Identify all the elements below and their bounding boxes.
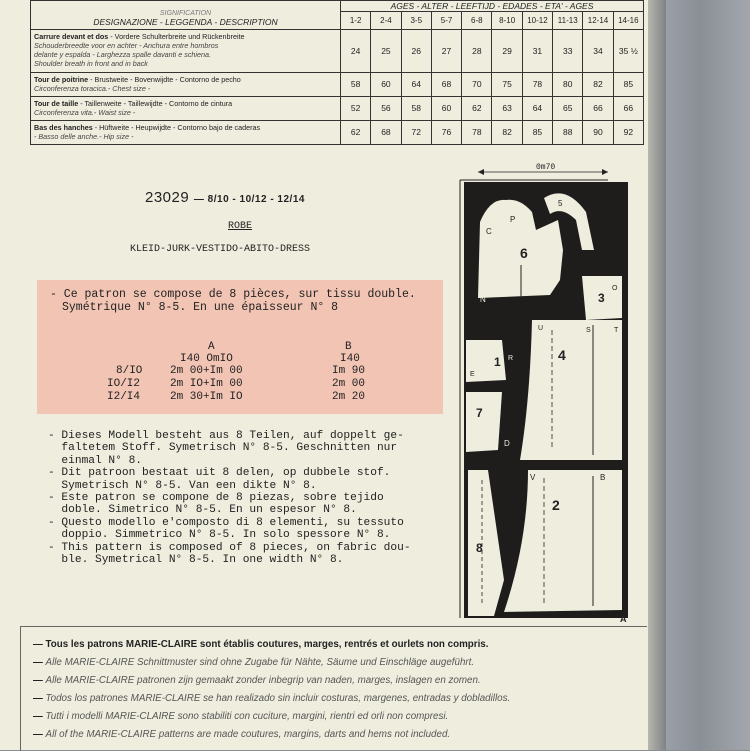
- footer-text: Alle MARIE-CLAIRE patronen zijn gemaakt zonder inbegrip van naden, marges, inslagen en zomen.: [45, 675, 481, 686]
- footer-notes: [20, 626, 647, 751]
- measurement-translation-line: Schouderbreedte voor en achter - Anchura entre hombros: [34, 41, 219, 51]
- letter-n: N: [480, 295, 486, 304]
- measurement-translation-line: - Basso delle anche.- Hip size -: [34, 131, 134, 141]
- yardage-a-2: 2m 30+Im IO: [170, 391, 243, 403]
- footer-line: [33, 711, 448, 722]
- footer-dash: —: [33, 675, 46, 686]
- measurement-value: 62: [341, 120, 371, 144]
- measurement-translations: - Taillenweite - Taillewijdte - Contorno de cintura: [78, 98, 233, 108]
- letter-u: U: [538, 325, 544, 332]
- signification-label: SIGNIFICATION: [159, 10, 212, 18]
- piece-label-3: 3: [598, 291, 605, 305]
- age-col-header: 1-2: [341, 12, 371, 30]
- corner-label: A: [620, 614, 627, 622]
- letter-r: R: [508, 355, 514, 362]
- measurement-translation-line: Shoulder breath in front and in back: [34, 59, 148, 69]
- footer-text: All of the MARIE-CLAIRE patterns are made coutures, margins, darts and hems not included.: [45, 729, 451, 740]
- measurement-value: 60: [371, 72, 401, 96]
- measurement-value: 80: [553, 72, 583, 96]
- age-col-header: 3-5: [401, 12, 431, 30]
- measurement-value: 82: [492, 120, 522, 144]
- pattern-sizes: — 8/10 - 10/12 - 12/14: [193, 194, 305, 205]
- measurement-value: 68: [371, 120, 401, 144]
- size-chart-table: [30, 0, 644, 145]
- measurement-value: 78: [522, 72, 552, 96]
- footer-line: [33, 639, 488, 650]
- french-note-line2: Symétrique N° 8-5. En une épaisseur N° 8: [62, 301, 339, 314]
- width-label: 0m70: [536, 163, 556, 172]
- footer-dash: —: [33, 693, 46, 704]
- yardage-b-width: I40: [340, 353, 360, 365]
- size-row: [31, 72, 644, 96]
- yardage-b-1: 2m 00: [332, 378, 366, 390]
- yardage-col-a: A: [208, 341, 215, 353]
- measurement-value: 33: [553, 30, 583, 73]
- yardage-a-0: 2m 00+Im 00: [170, 365, 243, 377]
- pattern-subtitle: KLEID-JURK-VESTIDO-ABITO-DRESS: [130, 244, 311, 255]
- piece-label-7: 7: [476, 406, 483, 420]
- age-col-header: 11-13: [553, 12, 583, 30]
- piece-label-4: 4: [558, 347, 566, 363]
- language-line: faltetem Stoff. Symetrisch N° 8-5. Geschnitten nur: [48, 442, 398, 455]
- age-col-header: 12-14: [583, 12, 613, 30]
- ages-header: AGES - ALTER - LEEFTIJD - EDADES - ETA' - AGES: [341, 1, 644, 12]
- footer-text: Alle MARIE-CLAIRE Schnittmuster sind ohne Zugabe für Nähte, Säume und Einschläge augeführt.: [45, 657, 475, 668]
- description-header-label: DESIGNAZIONE - LEGGENDA - DESCRIPTION: [93, 17, 278, 28]
- measurement-value: 68: [431, 72, 461, 96]
- footer-dash: —: [33, 711, 46, 722]
- measurement-description: [31, 96, 341, 120]
- letter-o: O: [612, 285, 618, 292]
- yardage-a-widths: I40 OmIO: [180, 353, 233, 365]
- letter-e: E: [470, 371, 475, 378]
- measurement-value: 66: [583, 96, 613, 120]
- footer-line: [33, 675, 481, 686]
- age-col-header: 8-10: [492, 12, 522, 30]
- language-line: - This pattern is composed of 8 pieces, on fabric dou-: [48, 541, 411, 554]
- age-col-header: 5-7: [431, 12, 461, 30]
- piece-label-6: 6: [520, 245, 528, 261]
- piece-label-5: 5: [558, 199, 563, 208]
- measurement-value: 85: [613, 72, 643, 96]
- background-strip: [666, 0, 750, 750]
- letter-f: F: [576, 291, 581, 298]
- measurement-value: 82: [583, 72, 613, 96]
- language-line: - Dieses Modell besteht aus 8 Teilen, auf doppelt ge-: [48, 430, 404, 442]
- language-line: doble. Simetrico N° 8-5. En un espesor N° 8.: [48, 504, 357, 517]
- yardage-size-1: IO/I2: [107, 378, 141, 390]
- measurement-value: 78: [462, 120, 492, 144]
- measurement-value: 63: [492, 96, 522, 120]
- measurement-translations: - Vordere Schulterbreite und Rückenbreite: [108, 32, 245, 42]
- measurement-value: 76: [431, 120, 461, 144]
- size-row: [31, 30, 644, 73]
- yardage-size-2: I2/I4: [107, 391, 141, 403]
- measurement-value: 25: [371, 30, 401, 73]
- measurement-value: 27: [431, 30, 461, 73]
- description-header: [31, 1, 341, 30]
- measurement-value: 72: [401, 120, 431, 144]
- piece-7: [466, 392, 502, 452]
- measurement-value: 60: [431, 96, 461, 120]
- measurement-name: Bas des hanches: [34, 122, 93, 132]
- arrow-right: [602, 169, 608, 175]
- yardage-size-0: 8/IO: [116, 365, 143, 377]
- pattern-title: [145, 189, 305, 206]
- footer-dash: —: [33, 639, 46, 650]
- piece-label-1: 1: [494, 355, 501, 369]
- yardage-a-1: 2m IO+Im 00: [170, 378, 243, 390]
- yardage-b-2: 2m 20: [332, 391, 366, 403]
- footer-line: [33, 657, 474, 668]
- letter-t: T: [614, 327, 619, 334]
- measurement-description: [31, 120, 341, 144]
- measurement-translations: - Brustweite - Bovenwijdte - Contorno de pecho: [88, 74, 241, 84]
- piece-label-2: 2: [552, 497, 560, 513]
- measurement-translation-line: Circonferenza toracica.- Chest size -: [34, 83, 151, 93]
- measurement-value: 64: [522, 96, 552, 120]
- language-line: - Questo modello e'composto di 8 elementi, su tessuto: [48, 516, 404, 529]
- age-col-header: 10-12: [522, 12, 552, 30]
- measurement-translation-line: delante y espalda - Larghezza spalle davanti e schiena.: [34, 50, 212, 60]
- letter-p: P: [510, 215, 516, 224]
- letter-b: B: [600, 473, 606, 482]
- letter-d: D: [504, 439, 510, 448]
- letter-c: C: [486, 227, 492, 236]
- letter-s: S: [586, 327, 591, 334]
- measurement-value: 58: [341, 72, 371, 96]
- piece-label-8: 8: [476, 541, 483, 555]
- measurement-value: 29: [492, 30, 522, 73]
- piece-4: [520, 320, 622, 460]
- measurement-value: 28: [462, 30, 492, 73]
- measurement-value: 62: [462, 96, 492, 120]
- measurement-value: 52: [341, 96, 371, 120]
- footer-line: [33, 693, 510, 704]
- language-instructions: [48, 430, 448, 566]
- language-line: - Este patron se compone de 8 piezas, sobre tejido: [48, 492, 384, 505]
- measurement-translation-line: Circonferenza vita.- Waist size -: [34, 107, 136, 117]
- footer-text: Tous les patrons MARIE-CLAIRE sont établis coutures, marges, rentrés et ourlets non compris.: [45, 639, 489, 650]
- footer-dash: —: [33, 657, 46, 668]
- measurement-translations: - Hüftweite - Heupwijdte - Contorno bajo de caderas: [92, 122, 261, 132]
- language-line: doppio. Simmetrico N° 8-5. In solo spessore N° 8.: [48, 529, 391, 542]
- age-col-header: 2-4: [371, 12, 401, 30]
- measurement-description: [31, 30, 341, 73]
- age-col-header: 6-8: [462, 12, 492, 30]
- french-note-line1: - Ce patron se compose de 8 pièces, sur tissu double.: [50, 288, 416, 301]
- measurement-value: 70: [462, 72, 492, 96]
- cutting-layout-diagram: [458, 160, 630, 622]
- measurement-value: 90: [583, 120, 613, 144]
- measurement-value: 58: [401, 96, 431, 120]
- yardage-b-0: Im 90: [332, 365, 366, 377]
- language-line: Symetrisch N° 8-5. Van een dikte N° 8.: [48, 479, 317, 492]
- measurement-name: Tour de taille: [34, 98, 79, 108]
- measurement-name: Tour de poitrine: [34, 74, 89, 84]
- pattern-name: ROBE: [228, 221, 253, 232]
- measurement-value: 35 ½: [613, 30, 643, 73]
- measurement-description: [31, 72, 341, 96]
- measurement-value: 92: [613, 120, 643, 144]
- measurement-value: 66: [613, 96, 643, 120]
- measurement-value: 85: [522, 120, 552, 144]
- footer-dash: —: [33, 729, 46, 740]
- footer-text: Todos los patrones MARIE-CLAIRE se han realizado sin incluir costuras, margenes, entradas y dobladillos.: [45, 693, 511, 704]
- size-row: [31, 96, 644, 120]
- measurement-value: 34: [583, 30, 613, 73]
- language-line: ble. Symetrical N° 8-5. In one width N° 8.: [48, 554, 344, 567]
- size-row: [31, 120, 644, 144]
- footer-line: [33, 729, 450, 740]
- page-edge-shadow: [648, 0, 666, 750]
- measurement-value: 75: [492, 72, 522, 96]
- measurement-value: 24: [341, 30, 371, 73]
- measurement-name: Carrure devant et dos: [34, 32, 109, 42]
- yardage-col-b: B: [345, 341, 352, 353]
- french-note: [50, 288, 442, 314]
- age-col-header: 14-16: [613, 12, 643, 30]
- measurement-value: 26: [401, 30, 431, 73]
- measurement-value: 56: [371, 96, 401, 120]
- measurement-value: 65: [553, 96, 583, 120]
- arrow-left: [478, 169, 484, 175]
- letter-v: V: [530, 473, 536, 482]
- language-line: einmal N° 8.: [48, 454, 142, 467]
- measurement-value: 31: [522, 30, 552, 73]
- measurement-value: 64: [401, 72, 431, 96]
- pattern-number: 23029: [145, 189, 190, 206]
- language-line: - Dit patroon bestaat uit 8 delen, op dubbele stof.: [48, 467, 391, 480]
- measurement-value: 88: [553, 120, 583, 144]
- footer-text: Tutti i modelli MARIE-CLAIRE sono stabiliti con cuciture, margini, rientri ed orli non compresi.: [45, 711, 449, 722]
